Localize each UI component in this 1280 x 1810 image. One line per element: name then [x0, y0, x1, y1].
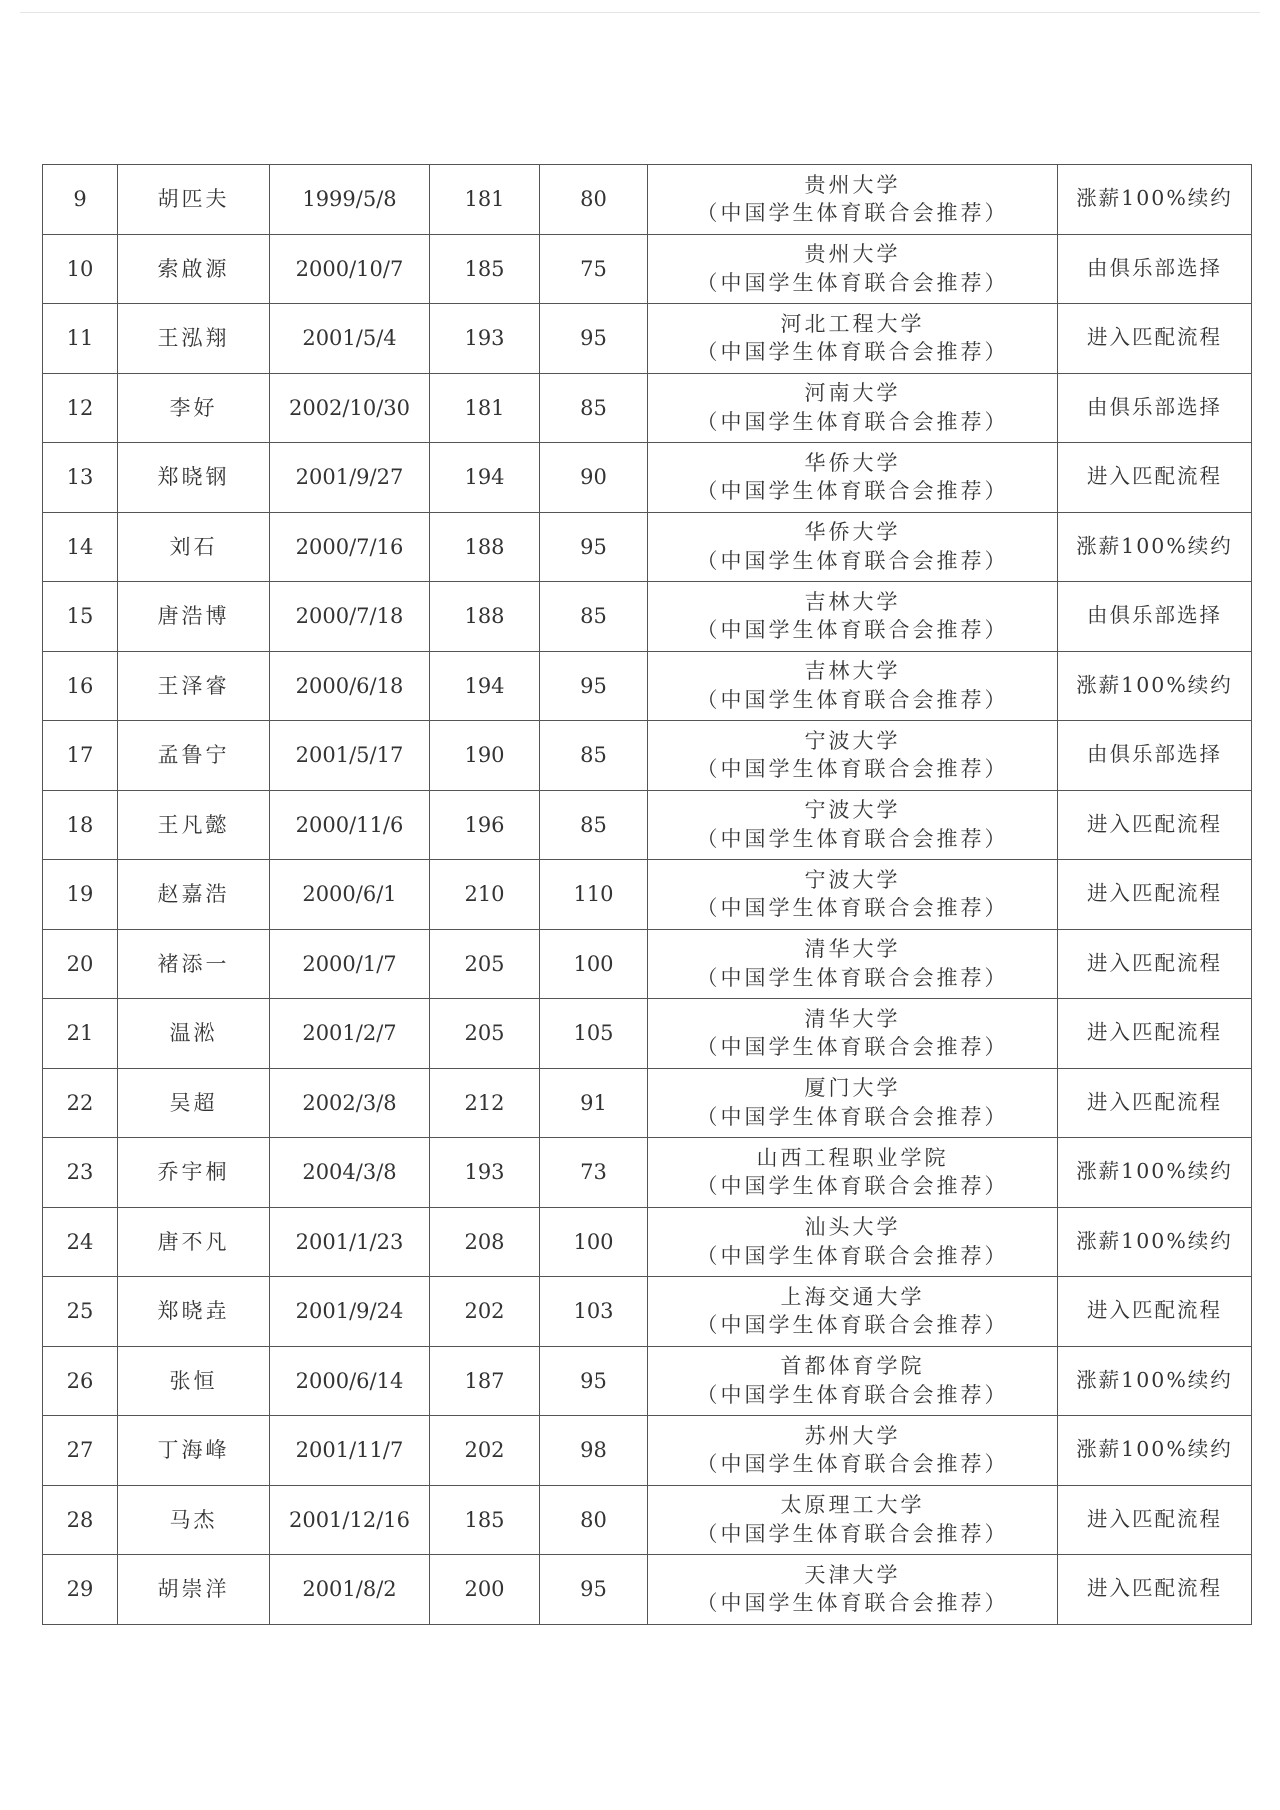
recommendation-note: （中国学生体育联合会推荐）: [696, 340, 1009, 365]
birth-date: 2001/2/7: [270, 999, 430, 1069]
player-name: 胡匹夫: [118, 165, 270, 235]
school-name: 贵州大学: [804, 242, 901, 267]
row-number: 11: [43, 304, 118, 374]
school-name: 宁波大学: [804, 867, 901, 892]
row-number: 12: [43, 373, 118, 443]
school-name: 太原理工大学: [780, 1493, 925, 1518]
school-name: 山西工程职业学院: [756, 1145, 949, 1170]
birth-date: 2000/7/18: [270, 582, 430, 652]
height-value: 194: [430, 443, 540, 513]
school-name: 汕头大学: [804, 1215, 901, 1240]
school-cell: [648, 651, 1058, 721]
contract-status: 进入匹配流程: [1058, 790, 1252, 860]
contract-status: 涨薪100%续约: [1058, 512, 1252, 582]
weight-value: 85: [540, 721, 648, 791]
school-cell: [648, 1485, 1058, 1555]
weight-value: 73: [540, 1138, 648, 1208]
height-value: 194: [430, 651, 540, 721]
height-value: 181: [430, 165, 540, 235]
school-name: 厦门大学: [804, 1076, 901, 1101]
school-name: 清华大学: [804, 1006, 901, 1031]
recommendation-note: （中国学生体育联合会推荐）: [696, 1521, 1009, 1546]
row-number: 20: [43, 929, 118, 999]
row-number: 9: [43, 165, 118, 235]
recommendation-note: （中国学生体育联合会推荐）: [696, 1382, 1009, 1407]
birth-date: 2000/7/16: [270, 512, 430, 582]
birth-date: 2001/12/16: [270, 1485, 430, 1555]
recommendation-note: （中国学生体育联合会推荐）: [696, 1035, 1009, 1060]
player-name: 吴超: [118, 1068, 270, 1138]
contract-status: 进入匹配流程: [1058, 443, 1252, 513]
table-row: [43, 1277, 1252, 1347]
weight-value: 85: [540, 373, 648, 443]
height-value: 190: [430, 721, 540, 791]
school-name: 吉林大学: [804, 659, 901, 684]
player-name: 唐浩博: [118, 582, 270, 652]
row-number: 10: [43, 234, 118, 304]
row-number: 18: [43, 790, 118, 860]
contract-status: 涨薪100%续约: [1058, 1138, 1252, 1208]
recommendation-note: （中国学生体育联合会推荐）: [696, 1452, 1009, 1477]
contract-status: 进入匹配流程: [1058, 1555, 1252, 1625]
recommendation-note: （中国学生体育联合会推荐）: [696, 687, 1009, 712]
row-number: 25: [43, 1277, 118, 1347]
weight-value: 85: [540, 582, 648, 652]
player-name: 褚添一: [118, 929, 270, 999]
player-name: 张恒: [118, 1346, 270, 1416]
row-number: 29: [43, 1555, 118, 1625]
contract-status: 由俱乐部选择: [1058, 234, 1252, 304]
contract-status: 涨薪100%续约: [1058, 1207, 1252, 1277]
table-row: [43, 999, 1252, 1069]
recommendation-note: （中国学生体育联合会推荐）: [696, 409, 1009, 434]
row-number: 17: [43, 721, 118, 791]
contract-status: 进入匹配流程: [1058, 1277, 1252, 1347]
birth-date: 2001/8/2: [270, 1555, 430, 1625]
weight-value: 95: [540, 1346, 648, 1416]
table-row: [43, 1416, 1252, 1486]
birth-date: 2001/1/23: [270, 1207, 430, 1277]
height-value: 193: [430, 304, 540, 374]
table-row: [43, 373, 1252, 443]
contract-status: 涨薪100%续约: [1058, 1346, 1252, 1416]
table-row: [43, 1485, 1252, 1555]
table-body: [43, 165, 1252, 1625]
table-row: [43, 790, 1252, 860]
height-value: 187: [430, 1346, 540, 1416]
recommendation-note: （中国学生体育联合会推荐）: [696, 1104, 1009, 1129]
player-name: 李好: [118, 373, 270, 443]
row-number: 19: [43, 860, 118, 930]
school-cell: [648, 304, 1058, 374]
row-number: 13: [43, 443, 118, 513]
table-row: [43, 1068, 1252, 1138]
table-row: [43, 1138, 1252, 1208]
row-number: 21: [43, 999, 118, 1069]
page-top-rule: [20, 12, 1260, 13]
height-value: 181: [430, 373, 540, 443]
row-number: 24: [43, 1207, 118, 1277]
contract-status: 由俱乐部选择: [1058, 373, 1252, 443]
contract-status: 涨薪100%续约: [1058, 165, 1252, 235]
weight-value: 95: [540, 512, 648, 582]
row-number: 26: [43, 1346, 118, 1416]
recommendation-note: （中国学生体育联合会推荐）: [696, 1174, 1009, 1199]
player-name: 郑晓钢: [118, 443, 270, 513]
school-name: 宁波大学: [804, 798, 901, 823]
height-value: 208: [430, 1207, 540, 1277]
table-row: [43, 1555, 1252, 1625]
school-cell: [648, 721, 1058, 791]
contract-status: 涨薪100%续约: [1058, 651, 1252, 721]
birth-date: 2001/5/4: [270, 304, 430, 374]
player-name: 乔宇桐: [118, 1138, 270, 1208]
birth-date: 2002/3/8: [270, 1068, 430, 1138]
school-cell: [648, 1207, 1058, 1277]
school-name: 河南大学: [804, 381, 901, 406]
recommendation-note: （中国学生体育联合会推荐）: [696, 618, 1009, 643]
school-cell: [648, 373, 1058, 443]
weight-value: 100: [540, 929, 648, 999]
height-value: 212: [430, 1068, 540, 1138]
birth-date: 2002/10/30: [270, 373, 430, 443]
player-name: 丁海峰: [118, 1416, 270, 1486]
contract-status: 由俱乐部选择: [1058, 721, 1252, 791]
height-value: 185: [430, 234, 540, 304]
height-value: 188: [430, 512, 540, 582]
birth-date: 2000/10/7: [270, 234, 430, 304]
height-value: 210: [430, 860, 540, 930]
school-cell: [648, 165, 1058, 235]
weight-value: 105: [540, 999, 648, 1069]
school-cell: [648, 790, 1058, 860]
recommendation-note: （中国学生体育联合会推荐）: [696, 826, 1009, 851]
player-name: 郑晓垚: [118, 1277, 270, 1347]
table-row: [43, 1207, 1252, 1277]
school-name: 吉林大学: [804, 589, 901, 614]
birth-date: 2004/3/8: [270, 1138, 430, 1208]
recommendation-note: （中国学生体育联合会推荐）: [696, 1591, 1009, 1616]
row-number: 23: [43, 1138, 118, 1208]
birth-date: 2000/6/18: [270, 651, 430, 721]
recommendation-note: （中国学生体育联合会推荐）: [696, 1313, 1009, 1338]
school-name: 宁波大学: [804, 728, 901, 753]
table-row: [43, 1346, 1252, 1416]
birth-date: 2000/11/6: [270, 790, 430, 860]
player-table: [42, 164, 1252, 1625]
player-name: 温淞: [118, 999, 270, 1069]
birth-date: 1999/5/8: [270, 165, 430, 235]
recommendation-note: （中国学生体育联合会推荐）: [696, 201, 1009, 226]
table-row: [43, 512, 1252, 582]
player-name: 王凡懿: [118, 790, 270, 860]
school-cell: [648, 1416, 1058, 1486]
player-name: 唐不凡: [118, 1207, 270, 1277]
school-cell: [648, 1068, 1058, 1138]
school-cell: [648, 929, 1058, 999]
row-number: 15: [43, 582, 118, 652]
height-value: 193: [430, 1138, 540, 1208]
row-number: 16: [43, 651, 118, 721]
player-name: 王泽睿: [118, 651, 270, 721]
contract-status: 进入匹配流程: [1058, 999, 1252, 1069]
weight-value: 110: [540, 860, 648, 930]
weight-value: 98: [540, 1416, 648, 1486]
weight-value: 90: [540, 443, 648, 513]
weight-value: 80: [540, 1485, 648, 1555]
recommendation-note: （中国学生体育联合会推荐）: [696, 479, 1009, 504]
table-row: [43, 860, 1252, 930]
table-row: [43, 443, 1252, 513]
school-name: 天津大学: [804, 1562, 901, 1587]
contract-status: 由俱乐部选择: [1058, 582, 1252, 652]
weight-value: 100: [540, 1207, 648, 1277]
row-number: 28: [43, 1485, 118, 1555]
contract-status: 涨薪100%续约: [1058, 1416, 1252, 1486]
contract-status: 进入匹配流程: [1058, 929, 1252, 999]
school-name: 华侨大学: [804, 450, 901, 475]
player-name: 胡崇洋: [118, 1555, 270, 1625]
recommendation-note: （中国学生体育联合会推荐）: [696, 1243, 1009, 1268]
recommendation-note: （中国学生体育联合会推荐）: [696, 965, 1009, 990]
weight-value: 95: [540, 1555, 648, 1625]
table-row: [43, 651, 1252, 721]
height-value: 202: [430, 1416, 540, 1486]
recommendation-note: （中国学生体育联合会推荐）: [696, 270, 1009, 295]
birth-date: 2001/11/7: [270, 1416, 430, 1486]
school-cell: [648, 443, 1058, 513]
school-name: 首都体育学院: [780, 1354, 925, 1379]
birth-date: 2000/1/7: [270, 929, 430, 999]
table-row: [43, 165, 1252, 235]
weight-value: 80: [540, 165, 648, 235]
height-value: 202: [430, 1277, 540, 1347]
contract-status: 进入匹配流程: [1058, 304, 1252, 374]
height-value: 185: [430, 1485, 540, 1555]
birth-date: 2001/9/27: [270, 443, 430, 513]
birth-date: 2001/5/17: [270, 721, 430, 791]
school-name: 华侨大学: [804, 520, 901, 545]
school-cell: [648, 1346, 1058, 1416]
height-value: 205: [430, 999, 540, 1069]
player-name: 王泓翔: [118, 304, 270, 374]
contract-status: 进入匹配流程: [1058, 1068, 1252, 1138]
height-value: 200: [430, 1555, 540, 1625]
row-number: 22: [43, 1068, 118, 1138]
height-value: 205: [430, 929, 540, 999]
school-name: 河北工程大学: [780, 311, 925, 336]
school-cell: [648, 1555, 1058, 1625]
row-number: 14: [43, 512, 118, 582]
school-cell: [648, 582, 1058, 652]
height-value: 196: [430, 790, 540, 860]
recommendation-note: （中国学生体育联合会推荐）: [696, 896, 1009, 921]
birth-date: 2000/6/1: [270, 860, 430, 930]
school-cell: [648, 1277, 1058, 1347]
weight-value: 95: [540, 304, 648, 374]
table-row: [43, 304, 1252, 374]
school-name: 上海交通大学: [780, 1284, 925, 1309]
table-row: [43, 234, 1252, 304]
contract-status: 进入匹配流程: [1058, 1485, 1252, 1555]
weight-value: 85: [540, 790, 648, 860]
school-cell: [648, 1138, 1058, 1208]
weight-value: 75: [540, 234, 648, 304]
school-name: 贵州大学: [804, 172, 901, 197]
school-name: 清华大学: [804, 937, 901, 962]
birth-date: 2001/9/24: [270, 1277, 430, 1347]
birth-date: 2000/6/14: [270, 1346, 430, 1416]
player-name: 马杰: [118, 1485, 270, 1555]
row-number: 27: [43, 1416, 118, 1486]
player-name: 孟鲁宁: [118, 721, 270, 791]
weight-value: 103: [540, 1277, 648, 1347]
school-cell: [648, 860, 1058, 930]
recommendation-note: （中国学生体育联合会推荐）: [696, 757, 1009, 782]
player-name: 赵嘉浩: [118, 860, 270, 930]
player-name: 索啟源: [118, 234, 270, 304]
school-name: 苏州大学: [804, 1423, 901, 1448]
school-cell: [648, 512, 1058, 582]
contract-status: 进入匹配流程: [1058, 860, 1252, 930]
table-row: [43, 721, 1252, 791]
school-cell: [648, 999, 1058, 1069]
player-name: 刘石: [118, 512, 270, 582]
table-row: [43, 582, 1252, 652]
school-cell: [648, 234, 1058, 304]
weight-value: 95: [540, 651, 648, 721]
recommendation-note: （中国学生体育联合会推荐）: [696, 548, 1009, 573]
height-value: 188: [430, 582, 540, 652]
table-row: [43, 929, 1252, 999]
weight-value: 91: [540, 1068, 648, 1138]
